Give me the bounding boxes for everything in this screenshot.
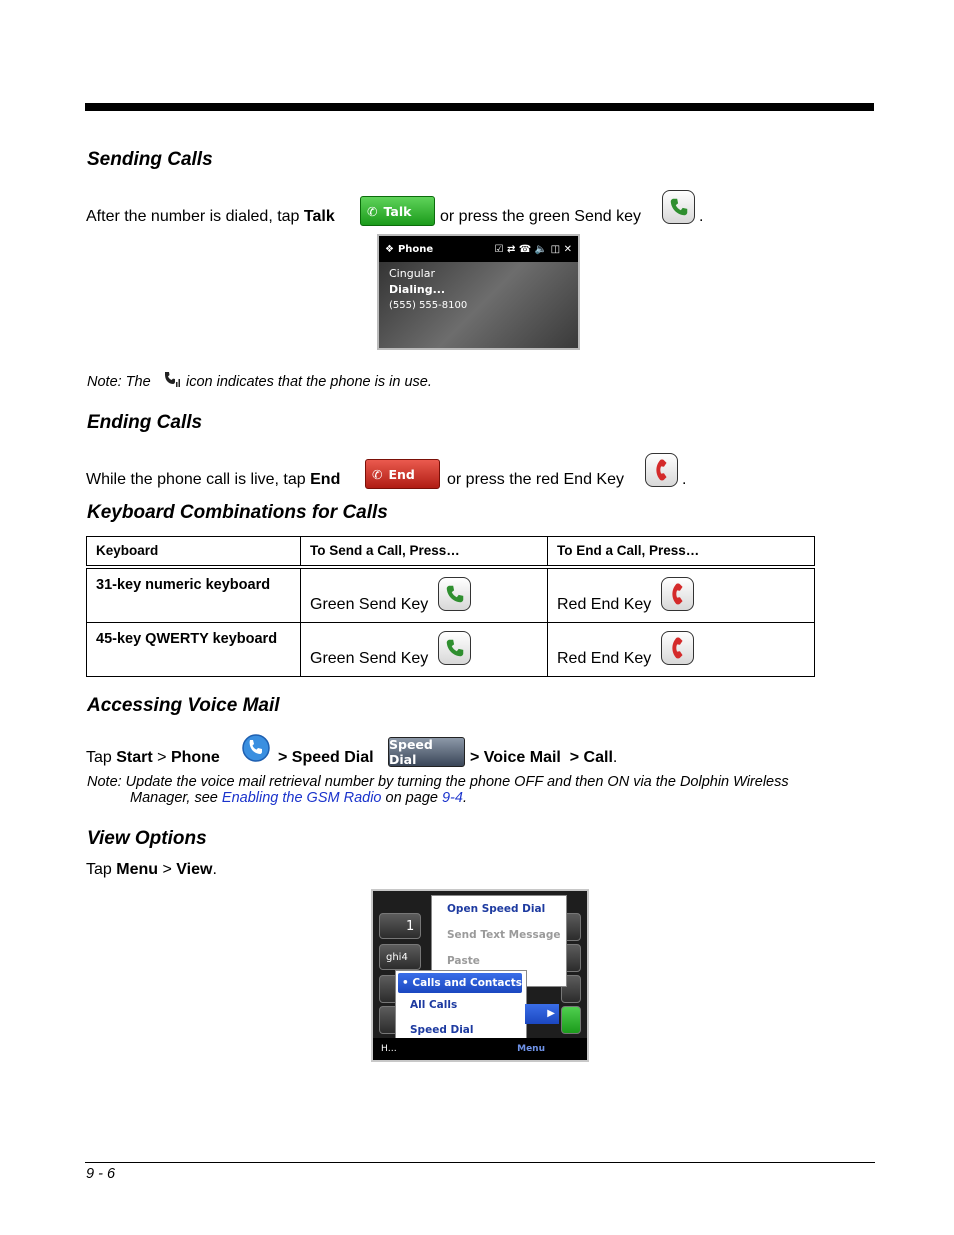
phone-call-info: Cingular Dialing... (555) 555-8100 (389, 267, 468, 311)
red-end-key-icon (645, 453, 678, 487)
sending-instruction-cont: or press the green Send key (440, 208, 642, 225)
menu-item-all-calls[interactable]: All Calls (410, 999, 458, 1011)
page-number: 9 - 6 (86, 1166, 116, 1182)
softkey-left: H… (381, 1044, 397, 1054)
heading-sending-calls: Sending Calls (87, 149, 213, 170)
ending-instruction: While the phone call is live, tap End (86, 471, 341, 488)
voicemail-note-line2: Manager, see Enabling the GSM Radio on page 9-4. (130, 790, 467, 806)
end-button[interactable]: ✆ End (365, 459, 440, 489)
heading-accessing-voice-mail: Accessing Voice Mail (87, 695, 280, 716)
talk-key (561, 1006, 581, 1034)
voicemail-speed-dial: > Speed Dial (278, 749, 374, 766)
heading-view-options: View Options (87, 828, 207, 849)
table-row (87, 623, 815, 677)
column-header: Keyboard (87, 537, 301, 568)
table-cell-end: Red End Key (548, 623, 815, 677)
column-header: To End a Call, Press… (548, 537, 815, 568)
phone-in-use-note-cont: icon indicates that the phone is in use. (186, 374, 432, 390)
ending-instruction-cont: or press the red End Key (447, 471, 624, 488)
windows-flag-icon: ❖ (385, 243, 394, 255)
submenu-arrow-icon: ▶ (525, 1004, 559, 1024)
red-end-key-icon (661, 577, 694, 611)
status-icons: ☑ ⇄ ☎ 🔈 ◫ ✕ (494, 243, 572, 255)
table-header-row (87, 537, 815, 568)
green-send-key-icon (662, 190, 695, 224)
menu-item-paste: Paste (447, 955, 480, 967)
green-send-key-icon (438, 631, 471, 665)
view-instruction: Tap Menu > View. (86, 861, 217, 878)
dial-key-4: ghi4 (379, 944, 421, 970)
phone-handset-icon: ✆ (367, 203, 378, 219)
page-9-4-link[interactable]: 9-4 (441, 790, 463, 806)
top-rule (85, 103, 874, 111)
red-end-key-icon (661, 631, 694, 665)
sending-instruction: After the number is dialed, tap Talk (86, 208, 335, 225)
table-cell-keyboard: 45-key QWERTY keyboard (87, 623, 301, 677)
column-header: To Send a Call, Press… (301, 537, 548, 568)
table-cell-keyboard: 31-key numeric keyboard (87, 567, 301, 623)
voicemail-instruction: Tap Start > Phone (86, 749, 220, 766)
menu-softkey[interactable]: Menu (517, 1044, 545, 1054)
green-send-key-icon (438, 577, 471, 611)
footer-rule (85, 1162, 875, 1163)
ending-period: . (682, 471, 687, 488)
menu-item-send-text-message: Send Text Message (447, 929, 561, 941)
phone-app-icon[interactable] (241, 733, 271, 765)
view-menu-screenshot (371, 889, 589, 1062)
menu-item-calls-and-contacts[interactable]: • Calls and Contacts (398, 973, 522, 993)
speed-dial-button[interactable]: Speed Dial (388, 737, 465, 767)
phone-in-use-icon (162, 369, 182, 389)
table-cell-end: Red End Key (548, 567, 815, 623)
softkey-bar (373, 1038, 587, 1060)
menu-item-speed-dial[interactable]: Speed Dial (410, 1024, 474, 1036)
heading-keyboard-combinations: Keyboard Combinations for Calls (87, 502, 388, 523)
keyboard-combinations-table (86, 536, 815, 677)
heading-ending-calls: Ending Calls (87, 412, 203, 433)
phone-in-use-note: Note: The (87, 374, 151, 390)
talk-button[interactable]: ✆ Talk (360, 196, 435, 226)
phone-dialing-screenshot (377, 234, 580, 350)
phone-handset-icon: ✆ (372, 466, 383, 482)
sending-period: . (699, 208, 704, 225)
dial-key-1: 1 (379, 913, 421, 939)
voicemail-note-line1: Note: Update the voice mail retrieval number by turning the phone OFF and then ON via the Dolphin Wireless (87, 774, 789, 790)
table-cell-send: Green Send Key (301, 623, 548, 677)
voicemail-voice-mail-call: > Voice Mail > Call. (470, 749, 618, 766)
menu-item-open-speed-dial[interactable]: Open Speed Dial (447, 903, 546, 915)
phone-titlebar: ❖ Phone ☑ ⇄ ☎ 🔈 ◫ ✕ (379, 236, 578, 262)
table-row (87, 567, 815, 623)
table-cell-send: Green Send Key (301, 567, 548, 623)
enabling-gsm-radio-link[interactable]: Enabling the GSM Radio (221, 790, 382, 806)
